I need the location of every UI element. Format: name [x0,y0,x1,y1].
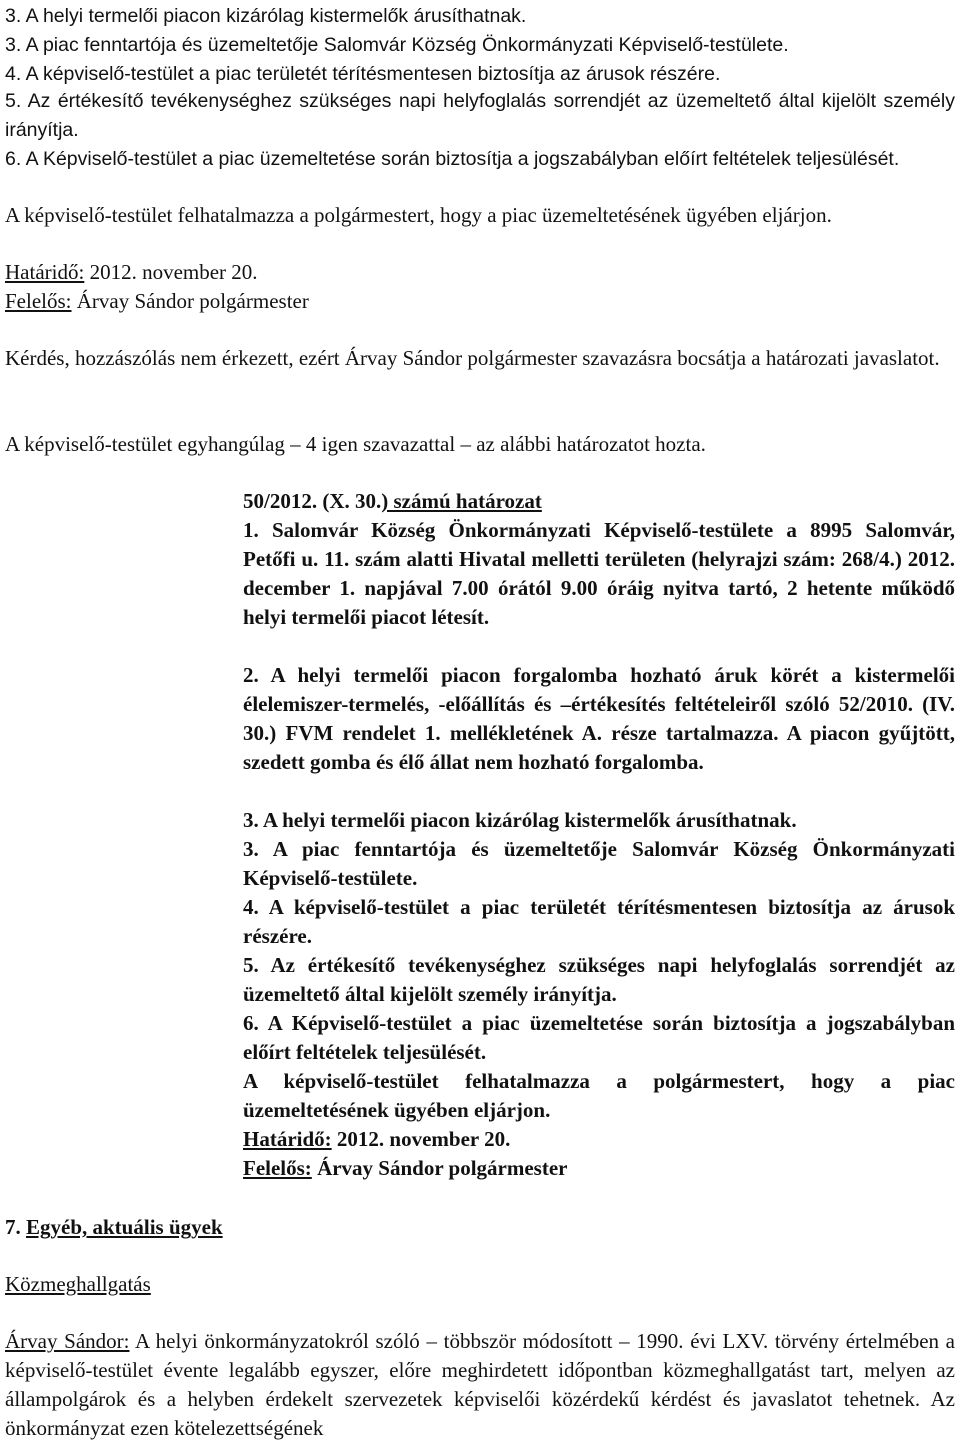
vote-paragraph: A képviselő-testület egyhangúlag – 4 igen szavazattal – az alábbi határozatot hozta. [5,432,706,456]
resolution-point-2: 2. A helyi termelői piacon forgalomba hozható áruk körét a kistermelői élelemiszer-termelés, -előállítás és –értékesítés feltételeiről szóló 52/2010. (IV. 30.) FVM rendelet 1. mellékletének A. része tartalmazza. A piacon gyűjtött, szedett gomba és élő állat nem hozható forgalomba. [243,663,955,774]
question-paragraph: Kérdés, hozzászólás nem érkezett, ezért Árvay Sándor polgármester szavazásra bocsátja a határozati javaslatot. [5,346,940,370]
resolution-authorization: A képviselő-testület felhatalmazza a polgármestert, hogy a piac üzemeltetésének ügyében eljárjon. [243,1069,955,1122]
resolution-deadline [243,1125,955,1154]
list-item-6: 6. A Képviselő-testület a piac üzemeltetése során biztosítja a jogszabályban előírt feltételek teljesülését. [5,148,900,170]
responsible-line [5,287,955,316]
resolution-point-3a: 3. A helyi termelői piacon kizárólag kistermelők árusíthatnak. [243,808,797,832]
resolution-deadline-value: 2012. november 20. [331,1127,511,1151]
resolution-responsible-value: Árvay Sándor polgármester [311,1156,568,1180]
resolution-point-5: 5. Az értékesítő tevékenységhez szükséges napi helyfoglalás sorrendjét az üzemeltető által kijelölt személy irányítja. [243,953,955,1006]
deadline-line [5,258,955,287]
resolution-title-rest: ) számú határozat [381,489,542,513]
section-7-title: Egyéb, aktuális ügyek [26,1215,223,1239]
resolution-number: 50/2012. (X. 30. [243,489,382,513]
resolution-point-1: 1. Salomvár Község Önkormányzati Képviselő-testülete a 8995 Salomvár, Petőfi u. 11. szám alatti Hivatal melletti területen (helyrajzi szám: 268/4.) 2012. december 1. napjával 7.00 órától 9.00 óráig nyitva tartó, 2 hetente működő helyi termelői piacot létesít. [243,518,955,629]
speech-paragraph [5,1327,955,1443]
section-7-heading [5,1213,955,1242]
list-item-3a: 3. A helyi termelői piacon kizárólag kistermelők árusíthatnak. [5,5,527,27]
speaker-name: Árvay Sándor: [5,1329,130,1353]
section-7-number: 7. [5,1215,26,1239]
resolution-point-4: 4. A képviselő-testület a piac területét térítésmentesen biztosítja az árusok részére. [243,895,955,948]
responsible-value: Árvay Sándor polgármester [71,289,309,313]
authorization-text: A képviselő-testület felhatalmazza a polgármestert, hogy a piac üzemeltetésének ügyében eljárjon. [5,203,832,227]
list-item-5: 5. Az értékesítő tevékenységhez szükséges napi helyfoglalás sorrendjét az üzemeltető által kijelölt személy irányítja. [5,90,955,141]
deadline-value: 2012. november 20. [84,260,258,284]
speech-text: A helyi önkormányzatokról szóló – többször módosított – 1990. évi LXV. törvény értelmében a képviselő-testület évente legalább egyszer, előre meghirdetett időpontban közmeghallgatást tart, melyen az állampolgárok és a helyben érdekelt szervezetek képviselői közérdekű kérdést és javaslatot tehetnek. Az önkormányzat ezen kötelezettségének [5,1329,956,1440]
resolution-responsible [243,1154,955,1183]
resolution-point-6: 6. A Képviselő-testület a piac üzemeltetése során biztosítja a jogszabályban előírt feltételek teljesülését. [243,1011,955,1064]
list-item-4: 4. A képviselő-testület a piac területét térítésmentesen biztosítja az árusok részére. [5,63,721,85]
list-item-3b: 3. A piac fenntartója és üzemeltetője Salomvár Község Önkormányzati Képviselő-testülete. [5,34,789,56]
deadline-label: Határidő: [5,260,85,284]
resolution-title [243,487,955,516]
resolution-deadline-label: Határidő: [243,1127,332,1151]
resolution-point-3b: 3. A piac fenntartója és üzemeltetője Salomvár Község Önkormányzati Képviselő-testülete. [243,837,955,890]
resolution-responsible-label: Felelős: [243,1156,312,1180]
responsible-label: Felelős: [5,289,72,313]
hearing-title: Közmeghallgatás [5,1272,151,1296]
